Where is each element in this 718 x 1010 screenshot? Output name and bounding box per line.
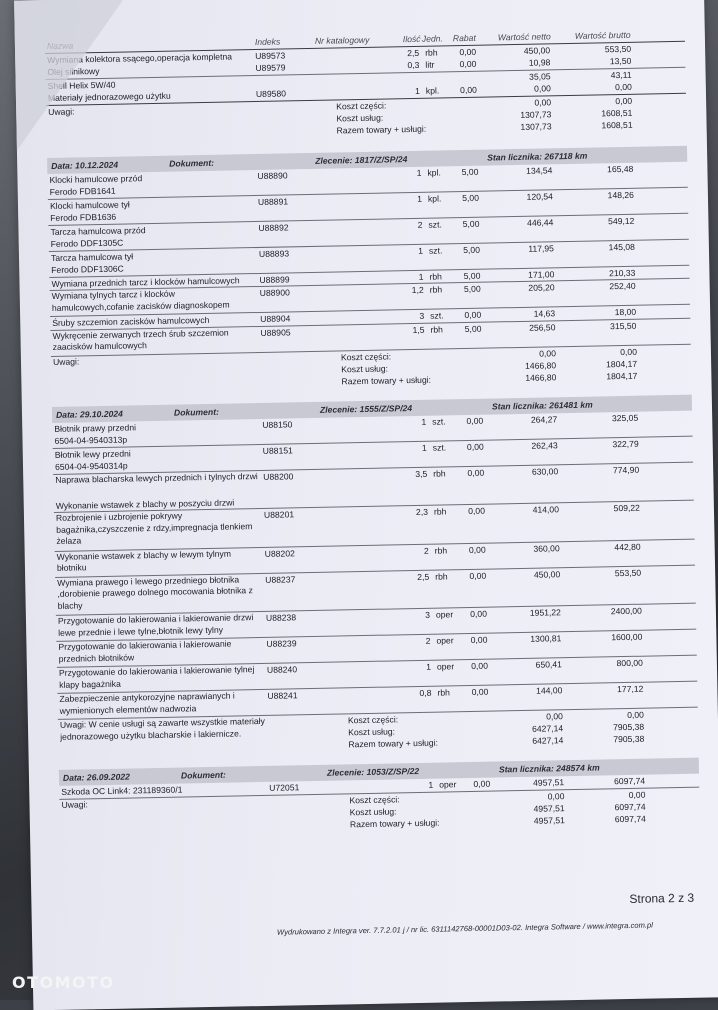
item-unit: szt.: [430, 309, 444, 322]
item-gross: 148,26: [568, 188, 634, 202]
item-index: U88239: [266, 637, 296, 650]
item-rabat: 0,00: [452, 660, 488, 673]
item-net: 14,63: [485, 307, 555, 321]
item-qty: 1: [398, 192, 422, 205]
item-net: 117,95: [484, 242, 554, 256]
item-qty: 2: [405, 544, 429, 557]
item-rabat: [447, 427, 483, 428]
item-qty: 2: [406, 635, 430, 648]
item-name: Klocki hamulcowe przód: [49, 172, 142, 186]
item-net: 1300,81: [491, 632, 561, 646]
summary-net: 1307,73: [481, 120, 551, 133]
section-date: Data: 10.12.2024: [51, 156, 118, 173]
page-number: Strona 2 z 3: [629, 891, 694, 906]
item-net: 134,54: [482, 164, 552, 178]
item-rabat: 0,00: [449, 505, 485, 518]
summary-gross: 0,00: [579, 788, 645, 801]
summary-label: Razem towary + usługi:: [341, 373, 431, 387]
item-qty: 3: [400, 310, 424, 323]
item-gross: 18,00: [570, 306, 636, 320]
item-index: U88201: [264, 508, 294, 521]
item-unit: rbh: [429, 270, 442, 283]
item-net: [483, 176, 553, 177]
item-name: Wymiana prawego i lewego przedniego błotnika ,dorobienie prawego dolnego mocowania błotnika z blachy: [57, 573, 264, 611]
item-net: 262,43: [488, 439, 558, 453]
summary-gross: 1804,17: [571, 369, 637, 382]
item-gross: [573, 450, 639, 451]
section-meter: Stan licznika: 267118 km: [487, 147, 587, 165]
item-net: [484, 228, 554, 229]
item-rabat: [444, 256, 480, 257]
item-rabat: 5,00: [444, 269, 480, 282]
item-name: 6504-04-9540313p: [54, 434, 127, 448]
section-order: Zlecenie: 1053/Z/SP/22: [327, 763, 419, 781]
item-qty: 2: [398, 218, 422, 231]
item-qty: 1: [403, 441, 427, 454]
item-gross: 2400,00: [576, 605, 642, 619]
item-rabat: 0,00: [440, 45, 476, 58]
item-net: 360,00: [490, 542, 560, 556]
header-gross: Wartość brutto: [575, 29, 631, 43]
item-gross: [569, 253, 635, 254]
section-order: Zlecenie: 1817/Z/SP/24: [315, 151, 407, 169]
item-index: U72051: [269, 781, 299, 794]
item-net: 144,00: [492, 684, 562, 698]
item-qty: 1: [407, 661, 431, 674]
item-name: Ferodo FDB1641: [50, 185, 116, 199]
item-gross: 553,50: [565, 42, 631, 56]
item-index: U88905: [260, 326, 290, 339]
item-gross: 442,80: [575, 540, 641, 554]
item-unit: szt.: [433, 441, 447, 454]
item-name: Tarcza hamulcowa przód: [50, 224, 145, 238]
item-unit: rbh: [433, 467, 446, 480]
item-name: Śruby szczemion zacisków hamulcowych: [52, 314, 209, 330]
summary-gross: 0,00: [566, 94, 632, 107]
item-rabat: 0,00: [447, 414, 483, 427]
item-gross: 774,90: [573, 463, 639, 477]
document-page: [14, 0, 718, 1010]
item-qty: 1: [409, 779, 433, 792]
item-qty: 2,3: [404, 506, 428, 519]
summary-gross: 1608,51: [566, 118, 632, 131]
item-index: U88900: [260, 286, 290, 299]
item-rabat: 5,00: [442, 165, 478, 178]
item-net: [487, 425, 557, 426]
item-unit: rbh: [435, 570, 448, 583]
item-index: U88241: [267, 689, 297, 702]
remarks: Uwagi:: [61, 795, 301, 811]
item-gross: 210,33: [569, 266, 635, 280]
item-unit: szt.: [429, 244, 443, 257]
item-index: U88240: [267, 663, 297, 676]
summary-label: Koszt części:: [341, 350, 391, 363]
item-name: Klocki hamulcowe tył: [50, 198, 130, 212]
remarks: Uwagi:: [48, 105, 75, 118]
summary-net: 4957,51: [495, 814, 565, 827]
summary-net: 0,00: [486, 347, 556, 360]
summary-label: Razem towary + usługi:: [350, 816, 440, 830]
item-gross: 800,00: [577, 657, 643, 671]
summary-gross: 6097,74: [580, 812, 646, 825]
item-net: 256,50: [485, 321, 555, 335]
item-rabat: 0,00: [451, 634, 487, 647]
item-net: 450,00: [490, 568, 560, 582]
item-net: 10,98: [480, 56, 550, 70]
item-rabat: 0,00: [448, 466, 484, 479]
item-unit: oper: [437, 660, 454, 673]
section-rows: [52, 410, 698, 756]
item-net: [488, 451, 558, 452]
summary-gross: 0,00: [578, 709, 644, 722]
item-name: Shell Helix 5W/40: [48, 78, 116, 92]
item-gross: [574, 488, 640, 489]
summary-label: Koszt części:: [336, 99, 386, 112]
section-document: Dokument:: [181, 767, 226, 784]
item-unit: rbh: [425, 46, 438, 59]
section-order: Zlecenie: 1555/Z/SP/24: [320, 400, 412, 418]
item-net: 171,00: [484, 268, 554, 282]
item-qty: 1: [396, 85, 420, 98]
item-gross: 252,40: [570, 280, 636, 294]
summary-label: Razem towary + usługi:: [348, 737, 438, 751]
item-net: [489, 490, 559, 491]
item-net: [483, 202, 553, 203]
item-unit: rbh: [437, 686, 450, 699]
item-index: U89579: [255, 61, 285, 74]
section-date: Data: 29.10.2024: [56, 405, 123, 422]
section-document: Dokument:: [169, 154, 214, 171]
item-gross: 1600,00: [576, 631, 642, 645]
item-index: U88890: [257, 169, 287, 182]
summary-label: Koszt usług:: [336, 111, 383, 124]
item-name: Szkoda OC Link4: 231189360/1: [61, 784, 182, 799]
item-name: Wykręcenie zerwanych trzech śrub szczemion zaacisków hamulcowych: [52, 326, 258, 353]
item-net: 450,00: [480, 44, 550, 58]
item-rabat: 5,00: [443, 217, 479, 230]
header-index: Indeks: [255, 36, 281, 49]
item-qty: 3,5: [403, 467, 427, 480]
item-index: U88892: [258, 221, 288, 234]
item-name: Wymiana tylnych tarcz i klocków hamulcowych,cofanie zacisków diagnoskopem: [52, 287, 258, 314]
item-index: U88200: [263, 470, 293, 483]
document-content: [45, 14, 700, 836]
item-rabat: 0,00: [448, 440, 484, 453]
item-net: 205,20: [485, 281, 555, 295]
item-rabat: 5,00: [444, 243, 480, 256]
item-net: 264,27: [487, 413, 557, 427]
item-name: Przygotowanie do lakierowania i lakierowanie tylnej klapy bagażnika: [59, 664, 265, 691]
summary-gross: 0,00: [571, 345, 637, 358]
item-name: Rozbrojenie i uzbrojenie pokrywy bagażnika,czyszczenie z rdzy,impregnacja tlenkiem żelaza: [56, 509, 263, 547]
item-unit: litr: [425, 59, 434, 72]
header-qty: Ilość: [403, 33, 421, 46]
summary-net: 0,00: [494, 790, 564, 803]
item-qty: 1: [402, 415, 426, 428]
item-net: 630,00: [488, 465, 558, 479]
item-net: 446,44: [483, 216, 553, 230]
item-qty: 3: [406, 609, 430, 622]
item-unit: rbh: [430, 323, 443, 336]
item-name: Wymiana przednich tarcz i klocków hamulcowych: [51, 274, 239, 290]
item-gross: [568, 201, 634, 202]
item-index: U88150: [262, 418, 292, 431]
summary-net: 6427,14: [493, 722, 563, 735]
item-name: Materiały jednorazowego użytku: [48, 90, 171, 105]
item-index: U88899: [259, 273, 289, 286]
item-unit: rbh: [434, 505, 447, 518]
summary-label: Razem towary + usługi:: [336, 122, 426, 136]
summary-label: Koszt usług:: [341, 362, 388, 375]
item-gross: 6097,74: [579, 775, 645, 789]
summary-net: 6427,14: [493, 734, 563, 747]
item-rabat: 0,00: [450, 543, 486, 556]
section-meter: Stan licznika: 248574 km: [499, 760, 600, 778]
item-gross: 553,50: [575, 566, 641, 580]
item-name: Olej silnikowy: [47, 65, 99, 78]
item-unit: kpl.: [426, 84, 440, 97]
item-gross: 315,50: [570, 319, 636, 333]
item-rabat: 5,00: [445, 322, 481, 335]
summary-label: Koszt usług:: [350, 805, 397, 818]
item-qty: 1: [399, 270, 423, 283]
item-rabat: [444, 230, 480, 231]
summary-gross: 1804,17: [571, 357, 637, 370]
summary-gross: 7905,38: [578, 733, 644, 746]
item-name: Zabezpieczenie antykorozyjne naprawianych i wymienionych elementów nadwozia: [59, 690, 265, 717]
item-name: Wymiana kolektora ssącego,operacja kompletna: [47, 50, 232, 66]
item-net: 4957,51: [494, 776, 564, 790]
remarks: Uwagi: W cenie usługi są zawarte wszystkie materiały jednorazowego użytku blacharskie i lakiernicze.: [60, 715, 300, 743]
item-unit: kpl.: [427, 166, 441, 179]
summary-net: 1466,80: [486, 359, 556, 372]
section-document: Dokument:: [174, 403, 219, 420]
print-info: Wydrukowano z Integra ver. 7.7.2.01 j / nr lic. 6311142768-00001D03-02. Integra Software / www.integra.com.pl: [277, 921, 653, 937]
item-index: U88202: [265, 547, 295, 560]
item-qty: 2,5: [395, 46, 419, 59]
item-index: U88238: [266, 611, 296, 624]
item-qty: 1,2: [400, 284, 424, 297]
item-index: U88904: [260, 312, 290, 325]
remarks: Uwagi:: [53, 352, 293, 368]
item-unit: szt.: [432, 415, 446, 428]
summary-label: Koszt części:: [349, 793, 399, 806]
item-index: U88891: [258, 195, 288, 208]
item-gross: 145,08: [569, 240, 635, 254]
item-name: Ferodo DDF1305C: [51, 237, 124, 251]
item-name: Ferodo FDB1636: [50, 211, 116, 225]
item-unit: szt.: [428, 218, 442, 231]
summary-gross: 7905,38: [578, 721, 644, 734]
item-name: Naprawa blacharska lewych przednich i tylnych drzwi: [55, 470, 261, 485]
watermark-logo: OTOMOTO: [12, 973, 115, 992]
summary-net: 1466,80: [486, 371, 556, 384]
header-name: Nazwa: [47, 39, 74, 52]
paper-overlap: [14, 0, 127, 151]
item-qty: 0,8: [407, 687, 431, 700]
item-name: 6504-04-9540314p: [55, 460, 128, 474]
item-name: Przygotowanie do lakierowania i lakierowanie przednich błotników: [58, 638, 264, 665]
item-qty: 1,5: [400, 323, 424, 336]
item-rabat: 0,00: [450, 569, 486, 582]
section-date: Data: 26.09.2022: [63, 769, 130, 786]
item-qty: 1: [397, 166, 421, 179]
item-net: 120,54: [483, 190, 553, 204]
item-unit: kpl.: [428, 192, 442, 205]
item-rabat: 0,00: [452, 686, 488, 699]
item-gross: 165,48: [567, 162, 633, 176]
item-net: [484, 254, 554, 255]
item-qty: 0,3: [395, 59, 419, 72]
summary-label: Koszt części:: [348, 713, 398, 726]
item-index: U88237: [265, 573, 295, 586]
item-rabat: 0,00: [451, 608, 487, 621]
item-net: 414,00: [489, 503, 559, 517]
item-gross: 43,11: [565, 68, 631, 82]
item-name: Wykonanie wstawek z blachy w lewym tylnym błotniku: [57, 547, 263, 574]
item-qty: 2,5: [405, 570, 429, 583]
item-gross: [572, 424, 638, 425]
header-net: Wartość netto: [498, 30, 551, 44]
item-name: Błotnik lewy przedni: [55, 447, 131, 461]
item-name: Przygotowanie do lakierowania i lakierowanie drzwi lewe przednie i lewe tylne,błotnik lewy tylny: [58, 612, 264, 639]
item-name: Ferodo DDF1306C: [51, 263, 124, 277]
summary-net: 0,00: [481, 96, 551, 109]
item-gross: 322,79: [573, 437, 639, 451]
item-gross: 177,12: [577, 683, 643, 697]
item-net: 0,00: [481, 82, 551, 96]
header-rabat: Rabat: [453, 32, 476, 45]
item-unit: oper: [436, 634, 453, 647]
item-index: U88893: [259, 247, 289, 260]
section-rows: [47, 161, 691, 392]
item-rabat: 5,00: [443, 191, 479, 204]
item-index: U89573: [255, 49, 285, 62]
item-rabat: [443, 204, 479, 205]
item-rabat: 0,00: [454, 778, 490, 791]
item-rabat: 0,00: [445, 309, 481, 322]
summary-net: 0,00: [493, 710, 563, 723]
item-gross: 509,22: [574, 502, 640, 516]
summary-net: 4957,51: [495, 802, 565, 815]
summary-gross: 1608,51: [566, 106, 632, 119]
item-gross: 0,00: [566, 81, 632, 95]
item-unit: rbh: [435, 544, 448, 557]
item-gross: 13,50: [565, 55, 631, 69]
item-rabat: 0,00: [440, 58, 476, 71]
item-unit: oper: [439, 778, 456, 791]
item-rabat: [443, 178, 479, 179]
summary-label: Koszt usług:: [348, 725, 395, 738]
item-gross: 325,05: [572, 411, 638, 425]
item-gross: [568, 175, 634, 176]
item-name: Wykonanie wstawek z blachy w poszyciu drzwi: [56, 496, 235, 512]
summary-net: 1307,73: [481, 108, 551, 121]
item-name: Błotnik prawy przedni: [54, 421, 136, 435]
item-unit: rbh: [430, 283, 443, 296]
header-catalog: Nr katalogowy: [315, 34, 370, 48]
header-unit: Jedn.: [422, 32, 443, 45]
item-rabat: [449, 491, 485, 492]
item-rabat: 0,00: [441, 84, 477, 97]
item-gross: 549,12: [568, 214, 634, 228]
item-index: U89580: [256, 87, 286, 100]
item-rabat: [448, 453, 484, 454]
summary-gross: 6097,74: [580, 800, 646, 813]
item-unit: oper: [436, 608, 453, 621]
item-rabat: 5,00: [445, 283, 481, 296]
item-qty: 1: [399, 244, 423, 257]
item-net: 650,41: [492, 658, 562, 672]
item-net: 1951,22: [491, 606, 561, 620]
item-gross: [569, 227, 635, 228]
section-meter: Stan licznika: 261481 km: [492, 396, 593, 414]
item-index: U88151: [263, 444, 293, 457]
item-net: 35,05: [481, 70, 551, 84]
item-name: Tarcza hamulcowa tył: [51, 250, 133, 264]
